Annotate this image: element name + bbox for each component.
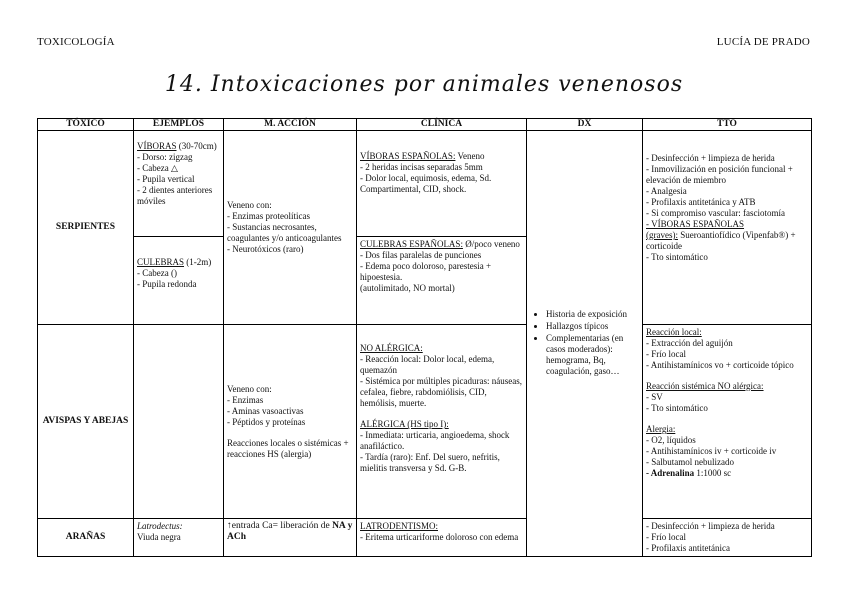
accion-serpientes [224, 131, 357, 325]
list-item: - Péptidos y proteínas [227, 416, 306, 427]
col-ejemplos: EJEMPLOS [134, 119, 224, 131]
col-clinica: CLÍNICA [357, 119, 527, 131]
list-item: • Historia de exposición [546, 309, 639, 320]
col-toxico: TÓXICO [38, 119, 134, 131]
list-item: - Frío local [646, 349, 686, 359]
clinica-alergica-head: ALÉRGICA (HS tipo I): [360, 419, 449, 429]
list-item: - Edema poco doloroso, parestesia + hipoestesia. [360, 261, 492, 282]
adrenalina-label: - Adrenalina [646, 468, 695, 478]
accion-aranas-text: ↑entrada Ca= liberación de [227, 521, 333, 531]
dx-cell [527, 131, 643, 557]
list-item: - Enzimas proteolíticas [227, 211, 310, 221]
list-item: - Analgesia [646, 186, 687, 196]
list-item: - Desinfección + limpieza de herida [646, 521, 775, 531]
latrodentismo-head: LATRODENTISMO: [360, 521, 438, 531]
list-item: - Si compromiso vascular: fasciotomía [646, 208, 785, 218]
ejemplos-viboras [134, 131, 224, 237]
list-item: - O2, líquidos [646, 435, 696, 445]
clinica-culebras [357, 237, 527, 325]
list-item: - Sustancias necrosantes, coagulantes y/o anticoagulantes [227, 222, 342, 243]
list-item: - Antihistamínicos iv + corticoide iv [646, 446, 777, 456]
clinica-culebras-head: CULEBRAS ESPAÑOLAS: [360, 239, 463, 249]
list-item: - Dolor local, equimosis, edema, Sd. Compartimental, CID, shock. [360, 173, 492, 194]
ejemplos-avispas [134, 325, 224, 519]
viboras-size: (30-70cm) [176, 141, 217, 151]
list-item: - 2 dientes anteriores móviles [137, 185, 213, 206]
clinica-viboras [357, 131, 527, 237]
list-item: - Antihistamínicos vo + corticoide tópico [646, 360, 794, 370]
list-item: - Dorso: zigzag [137, 152, 193, 162]
list-item: - Neurotóxicos (raro) [227, 244, 304, 254]
list-item: - Cabeza △ [137, 163, 178, 173]
list-item: • Hallazgos típicos [546, 321, 639, 332]
header-author: LUCÍA DE PRADO [716, 36, 810, 48]
toxicology-table [37, 118, 812, 557]
clinica-viboras-rest: Veneno [455, 151, 485, 161]
toxico-aranas: ARAÑAS [38, 519, 134, 557]
col-tto: TTO [643, 119, 812, 131]
col-dx: DX [527, 119, 643, 131]
tto-serpientes [643, 131, 812, 325]
list-item: - Inmovilización en posición funcional + elevación de miembro [646, 164, 793, 185]
viboras-head: VÍBORAS [137, 141, 177, 151]
accion-avispas [224, 325, 357, 519]
list-item: - SV [646, 392, 663, 402]
list-item: - Profilaxis antitetánica y ATB [646, 197, 756, 207]
list-item: - Dos filas paralelas de punciones [360, 250, 482, 260]
clinica-no-alergica-head: NO ALÉRGICA: [360, 343, 423, 353]
list-item: - Enzimas [227, 394, 264, 405]
ejemplos-culebras [134, 237, 224, 325]
list-item: (autolimitado, NO mortal) [360, 283, 455, 293]
tto-alergia-head: Alergia: [646, 424, 676, 434]
list-item: - Sistémica por múltiples picaduras: náuseas, cefalea, fiebre, rabdomiólisis, CID, hemólisis, muerte. [360, 376, 522, 408]
list-item: Viuda negra [137, 532, 181, 542]
accion-aranas [224, 519, 357, 557]
table-row [38, 131, 812, 237]
list-item: - Extracción del aguijón [646, 338, 733, 348]
ejemplos-aranas [134, 519, 224, 557]
header-subject: TOXICOLOGÍA [37, 36, 115, 48]
list-item: - 2 heridas incisas separadas 5mm [360, 162, 483, 172]
list-item: - Tto sintomático [646, 252, 708, 262]
table-row [38, 325, 812, 519]
list-item: Reacciones locales o sistémicas + reacciones HS (alergia) [227, 437, 349, 459]
page-title: 14. Intoxicaciones por animales venenosos [164, 72, 684, 97]
toxico-avispas: AVISPAS Y ABEJAS [38, 325, 134, 519]
list-item: - Salbutamol nebulizado [646, 457, 734, 467]
tto-viboras-rest: Sueroantiofídico (Vipenfab®) + corticoide [646, 230, 796, 251]
list-item: - Eritema urticariforme doloroso con edema [360, 532, 519, 542]
list-item: - Reacción local: Dolor local, edema, quemazón [360, 354, 495, 375]
list-item: - Pupila redonda [137, 279, 197, 289]
list-item: - Pupila vertical [137, 174, 195, 184]
tto-sistemica-head: Reacción sistémica NO alérgica: [646, 381, 764, 391]
list-item: - Aminas vasoactivas [227, 405, 304, 416]
tto-local-head: Reacción local: [646, 327, 702, 337]
list-item: - Desinfección + limpieza de herida [646, 153, 775, 163]
list-item: - Tardía (raro): Enf. Del suero, nefritis, mielitis transversa y Sd. G-B. [360, 452, 500, 473]
adrenalina-dose: 1:1000 sc [694, 468, 732, 478]
tto-viboras-sub: (graves): [646, 230, 678, 240]
list-item: - Frío local [646, 532, 686, 542]
latrodectus-label: Latrodectus: [137, 521, 183, 531]
tto-avispas [643, 325, 812, 519]
table-header-row [38, 119, 812, 131]
list-item: - Cabeza () [137, 268, 177, 278]
clinica-aranas [357, 519, 527, 557]
clinica-viboras-head: VÍBORAS ESPAÑOLAS: [360, 151, 456, 161]
table-row [38, 519, 812, 557]
culebras-size: (1-2m) [184, 257, 212, 267]
tto-aranas [643, 519, 812, 557]
toxico-serpientes: SERPIENTES [38, 131, 134, 325]
tto-viboras-head: - VÍBORAS ESPAÑOLAS [646, 219, 745, 229]
clinica-avispas [357, 325, 527, 519]
list-item: - Tto sintomático [646, 403, 708, 413]
list-item: - Profilaxis antitetánica [646, 543, 730, 553]
list-item: Veneno con: [227, 383, 272, 394]
clinica-culebras-rest: Ø/poco veneno [462, 239, 520, 249]
accion-aranas-bold: NA y ACh [227, 521, 353, 542]
col-accion: M. ACCIÓN [224, 119, 357, 131]
list-item: Veneno con: [227, 200, 272, 210]
list-item: • Complementarias (en casos moderados): hemograma, Bq, coagulación, gaso… [546, 333, 639, 377]
culebras-head: CULEBRAS [137, 257, 185, 267]
list-item: - Inmediata: urticaria, angioedema, shock anafiláctico. [360, 430, 510, 451]
